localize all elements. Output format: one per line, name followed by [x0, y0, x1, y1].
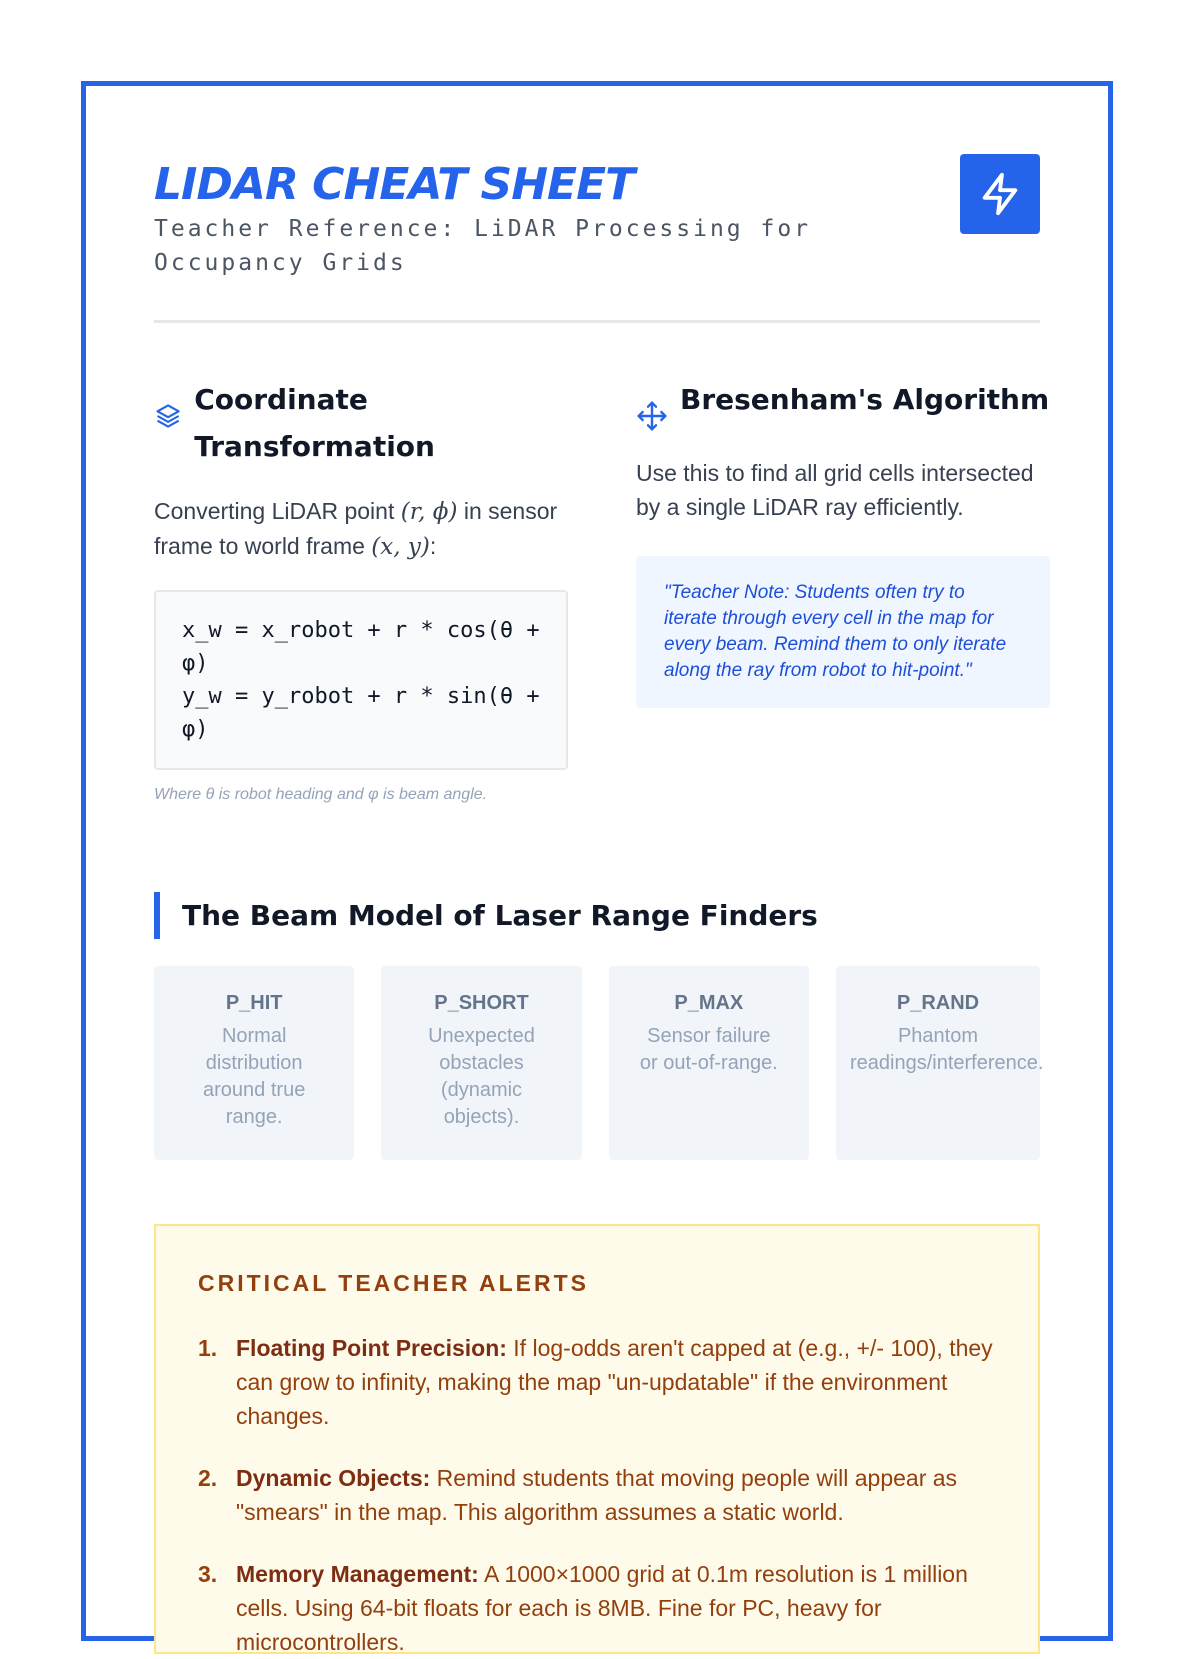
coordinate-section: [154, 376, 568, 804]
intro-math-world: (x, y): [371, 534, 430, 560]
lightning-badge: [960, 154, 1040, 234]
card-label: P_RAND: [896, 992, 980, 1014]
beam-model-heading: [154, 892, 818, 939]
beam-card-hit: [154, 966, 354, 1160]
layers-icon: [154, 400, 182, 432]
card-description: Phantom readings/interference.: [849, 1025, 1044, 1074]
intro-text-1: Converting LiDAR point: [154, 498, 401, 524]
alert-body: [236, 1461, 996, 1529]
bresenham-section: [636, 376, 1050, 708]
beam-model-cards: [154, 966, 1044, 1160]
card-description: Sensor failure or out-of-range.: [639, 1025, 778, 1074]
bresenham-heading: [636, 376, 1050, 432]
intro-text-2: in sensor frame to world frame: [154, 498, 558, 559]
header-divider: [154, 320, 1040, 323]
alert-text: A 1000×1000 grid at 0.1m resolution is 1 million cells. Using 64-bit floats for each is 8MB. Fine for PC, heavy for microcontrollers.: [236, 1561, 968, 1655]
beam-model-title: The Beam Model of Laser Range Finders: [182, 899, 818, 932]
card-description: Unexpected obstacles (dynamic objects).: [428, 1025, 535, 1128]
card-label: P_HIT: [225, 992, 283, 1014]
alert-number: 3.: [198, 1561, 218, 1587]
alert-item: [198, 1557, 996, 1659]
alert-title: Memory Management:: [236, 1561, 479, 1587]
transform-code-block: x_w = x_robot + r * cos(θ + φ) y_w = y_robot + r * sin(θ + φ): [154, 590, 568, 770]
alert-item: [198, 1461, 996, 1529]
card-label: P_MAX: [674, 992, 744, 1014]
page-subtitle: Teacher Reference: LiDAR Processing for Occupancy Grids: [154, 216, 812, 276]
alert-number: 2.: [198, 1465, 218, 1491]
bresenham-text: Use this to find all grid cells intersected by a single LiDAR ray efficiently.: [636, 460, 1034, 520]
page-title: LIDAR CHEAT SHEET: [154, 159, 635, 210]
alert-title: Floating Point Precision:: [236, 1335, 507, 1361]
move-arrows-icon: [636, 400, 668, 432]
intro-math-polar: (r, ϕ): [400, 499, 458, 525]
teacher-note: "Teacher Note: Students often try to iterate through every cell in the map for every beam. Remind them to only iterate along the ray from robot to hit-point.": [636, 556, 1050, 708]
beam-card-short: [381, 966, 581, 1160]
alert-item: [198, 1331, 996, 1433]
lightning-icon: [977, 171, 1023, 217]
beam-card-max: [609, 966, 809, 1160]
coordinate-heading: [154, 376, 568, 470]
bresenham-title: Bresenham's Algorithm: [680, 383, 1050, 416]
alerts-title: CRITICAL TEACHER ALERTS: [198, 1270, 589, 1296]
card-description: Normal distribution around true range.: [203, 1025, 306, 1128]
alert-body: [236, 1557, 996, 1659]
alert-body: [236, 1331, 996, 1433]
coordinate-title: Coordinate Transformation: [194, 383, 435, 463]
card-label: P_SHORT: [434, 992, 529, 1014]
code-caption: Where θ is robot heading and φ is beam angle.: [154, 786, 488, 803]
alert-number: 1.: [198, 1335, 218, 1361]
alert-title: Dynamic Objects:: [236, 1465, 431, 1491]
coordinate-intro: [154, 494, 568, 564]
beam-card-rand: [836, 966, 1044, 1160]
teacher-alerts-box: [154, 1224, 1040, 1654]
alert-text: Remind students that moving people will appear as "smears" in the map. This algorithm assumes a static world.: [236, 1465, 958, 1525]
alert-text: If log-odds aren't capped at (e.g., +/- 100), they can grow to infinity, making the map "un-updatable" if the environment changes.: [236, 1335, 993, 1429]
cheat-sheet-card: [81, 81, 1113, 1655]
intro-text-3: :: [429, 533, 437, 559]
